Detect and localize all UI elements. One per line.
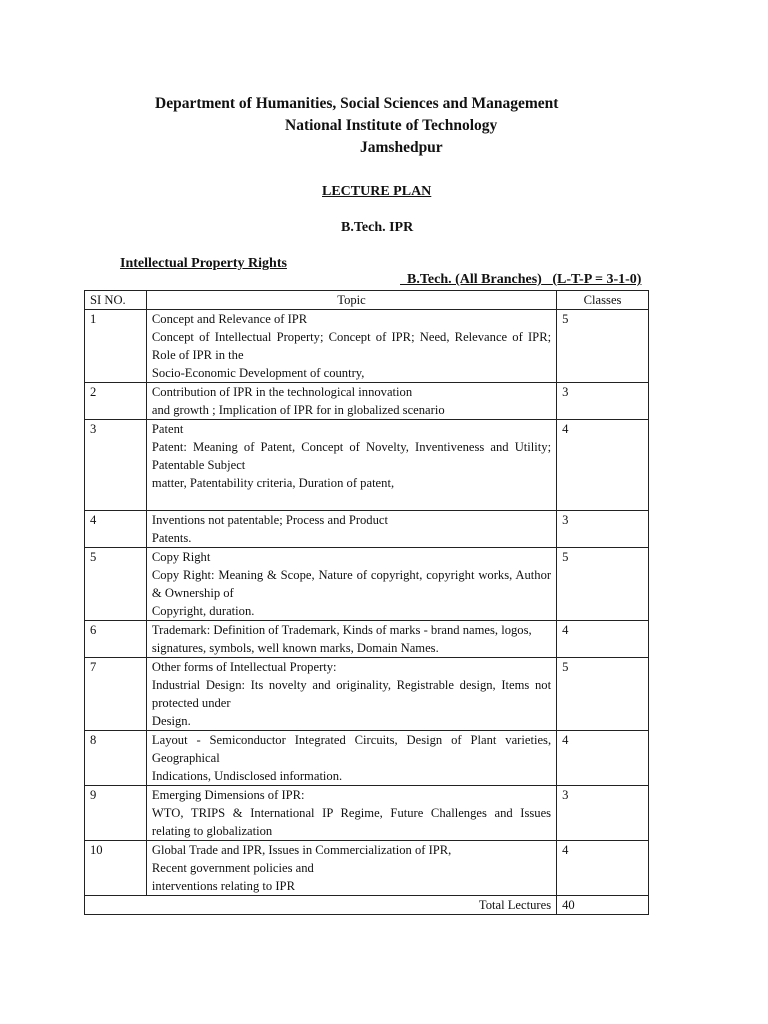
row-number: 4 [85,511,147,548]
row-number: 10 [85,841,147,896]
topic-line: Patent [151,422,184,436]
city-heading: Jamshedpur [360,139,443,156]
row-number: 5 [85,548,147,621]
row-classes: 4 [557,841,649,896]
topic-line: signatures, symbols, well known marks, Domain Names. [151,641,439,655]
table-row [85,841,649,896]
topic-line: Emerging Dimensions of IPR: [151,788,305,802]
course-branches-ltp [400,256,641,288]
table-header-row [85,291,649,310]
topic-line: Global Trade and IPR, Issues in Commercialization of IPR, [151,843,452,857]
topic-line: interventions relating to IPR [151,879,295,893]
topic-line: Patent: Meaning of Patent, Concept of Novelty, Inventiveness and Utility; Patentable Subject [151,440,552,472]
row-topic [146,548,556,621]
column-header-classes: Classes [557,291,649,310]
table-row [85,786,649,841]
row-topic [146,310,556,383]
row-classes: 3 [557,511,649,548]
topic-line: Socio-Economic Development of country, [151,366,365,380]
ltp-gap [542,272,553,287]
row-topic [146,731,556,786]
topic-line: Concept of Intellectual Property; Concept of IPR; Need, Relevance of IPR; Role of IPR in the [151,330,552,362]
row-topic [146,383,556,420]
topic-line: Trademark: Definition of Trademark, Kinds of marks - brand names, logos, [151,623,532,637]
table-row [85,420,649,511]
column-header-topic: Topic [146,291,556,310]
row-number: 8 [85,731,147,786]
topic-line: Design. [151,714,191,728]
row-topic [146,841,556,896]
topic-line: Contribution of IPR in the technological innovation [151,385,413,399]
row-number: 6 [85,621,147,658]
row-classes: 3 [557,786,649,841]
topic-line: Other forms of Intellectual Property: [151,660,337,674]
row-classes: 3 [557,383,649,420]
department-heading: Department of Humanities, Social Sciences and Management [155,95,559,112]
row-classes: 5 [557,548,649,621]
topic-line: matter, Patentability criteria, Duration of patent, [151,476,395,490]
topic-line [152,492,551,510]
topic-line: and growth ; Implication of IPR for in globalized scenario [151,403,445,417]
row-topic [146,786,556,841]
total-row [85,896,649,915]
topic-line: Indications, Undisclosed information. [151,769,343,783]
topic-line: Inventions not patentable; Process and Product [151,513,388,527]
row-topic [146,420,556,511]
topic-line: Copy Right [151,550,211,564]
total-value: 40 [557,896,649,915]
topic-line: Copy Right: Meaning & Scope, Nature of copyright, copyright works, Author & Ownership of [151,568,552,600]
lecture-plan-table [84,290,649,915]
row-classes: 4 [557,420,649,511]
table-row [85,731,649,786]
row-topic [146,621,556,658]
topic-line: WTO, TRIPS & International IP Regime, Future Challenges and Issues relating to globalization [151,806,552,838]
row-number: 2 [85,383,147,420]
topic-line: Copyright, duration. [151,604,255,618]
table-row [85,511,649,548]
table-row [85,621,649,658]
plan-title: LECTURE PLAN [322,184,432,199]
row-number: 9 [85,786,147,841]
topic-line: Layout - Semiconductor Integrated Circuits, Design of Plant varieties, Geographical [151,733,552,765]
topic-line: Concept and Relevance of IPR [151,312,308,326]
table-row [85,383,649,420]
row-number: 3 [85,420,147,511]
table-row [85,310,649,383]
institute-heading: National Institute of Technology [285,117,498,134]
row-classes: 4 [557,621,649,658]
course-code: B.Tech. IPR [341,220,414,235]
row-classes: 5 [557,658,649,731]
total-label: Total Lectures [85,896,557,915]
topic-line: Patents. [151,531,192,545]
course-ltp: (L-T-P = 3-1-0) [552,272,642,287]
table-body [85,310,649,896]
row-topic [146,658,556,731]
row-classes: 4 [557,731,649,786]
topic-line: Industrial Design: Its novelty and originality, Registrable design, Items not protected under [151,678,552,710]
course-name: Intellectual Property Rights [120,256,287,271]
row-number: 1 [85,310,147,383]
column-header-sino: SI NO. [85,291,147,310]
table-row [85,658,649,731]
topic-line: Recent government policies and [151,861,314,875]
table-row [85,548,649,621]
row-topic [146,511,556,548]
course-branches: B.Tech. (All Branches) [407,272,542,287]
row-number: 7 [85,658,147,731]
row-classes: 5 [557,310,649,383]
